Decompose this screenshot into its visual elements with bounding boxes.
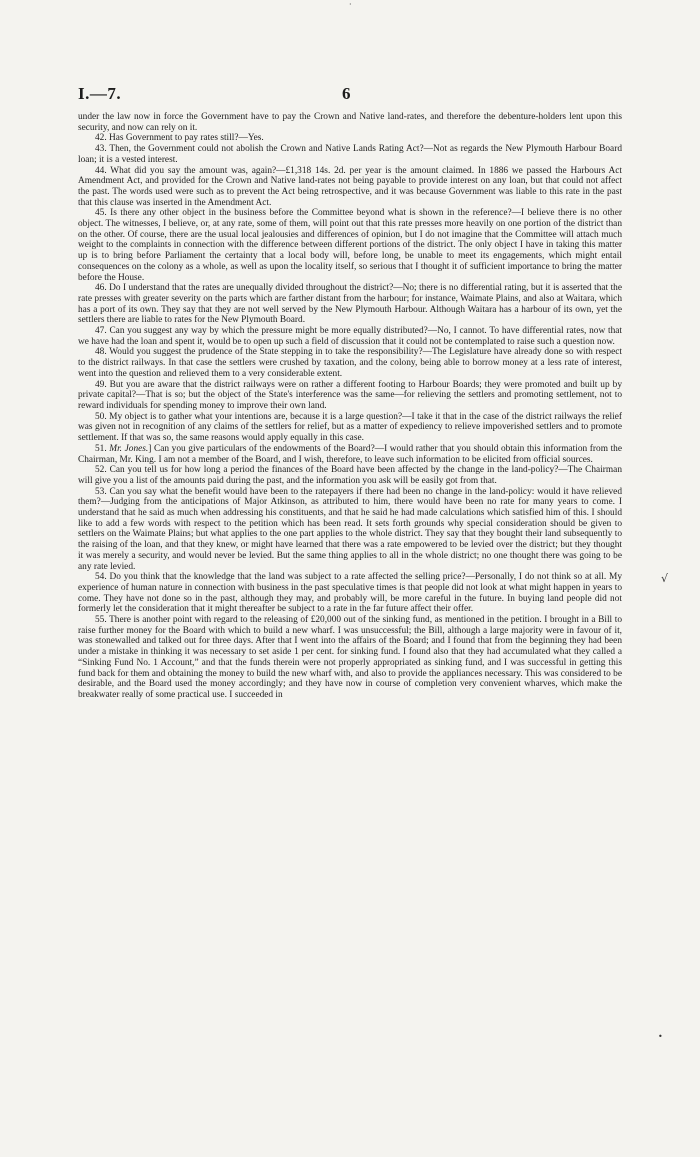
page-reference: I.—7. (78, 84, 122, 103)
document-body (78, 112, 622, 701)
paragraph-q53: 53. Can you say what the benefit would have been to the ratepayers if there had been no change in the land-policy: would it have relieved them?—Judging from the anticipations of Major Atkinson, as attributed to him, there would have been no rate for many years to come. I understand that he said as much when addressing his constituents, and that he said he had made calculations which satisfied him of this. I should like to add a few words with respect to the petition which has been read. It sets forth grounds why special consideration should be given to settlers on the Waimate Plains; but what applies to the one part applies to the whole district. They say that they bought their land subsequently to the raising of the loan, and that they knew, or might have learned that there was a rate empowered to be levied over the district; but they thought it was merely a security, and would never be levied. But the same thing applies to all in the whole district; no one thought there was going to be any rate levied. (78, 486, 622, 572)
margin-bullet-mark: • (658, 1032, 663, 1041)
paragraph-q48: 48. Would you suggest the prudence of the State stepping in to take the responsibility?—The Legislature have already done so with respect to the district railways. In that case the settlers were crushed by taxation, and the colony, being able to borrow money at a less rate of interest, went into the question and relieved them to a very considerable extent. (78, 347, 622, 379)
question-number: 51. (95, 443, 110, 454)
paragraph-q55: 55. There is another point with regard to the releasing of £20,000 out of the sinking fund, as mentioned in the petition. I brought in a Bill to raise further money for the Board with which to build a new wharf. I was unsuccessful; the Bill, although a large majority were in favour of it, was stonewalled and talked out for three days. After that I went into the affairs of the Board; and I found that from the beginning they had been under a mistake in thinking it was necessary to set aside 1 per cent. for sinking fund. I found also that they had accumulated what they called a “Sinking Fund No. 1 Account,” and that the funds therein were not properly appropriated as sinking fund, and I was successful in getting this fund back for them and obtaining the money to build the new wharf with, and also to provide the appliances necessary. This was considered to be desirable, and the Board used the money accordingly; and they have now in course of completion very convenient wharves, which make the breakwater really of some practical use. I succeeded in (78, 615, 622, 700)
paragraph-continuation: under the law now in force the Government have to pay the Crown and Native land-rates, and therefore the debenture-holders lent upon this security, and now can rely on it. (78, 112, 622, 133)
paragraph-q54: 54. Do you think that the knowledge that the land was subject to a rate affected the selling price?—Personally, I do not think so at all. My experience of human nature in connection with business in the past speculative times is that people did not look at what might happen in years to come. They have not done so in the past, although they may, and probably will, be more careful in the future. In buying land people did not formerly let the consideration that it might thereafter be subject to a rate in the far future affect their offer. (78, 572, 622, 615)
margin-check-mark: √ (661, 572, 669, 585)
paragraph-q52: 52. Can you tell us for how long a period the finances of the Board have been affected by the change in the land-policy?—The Chairman will give you a list of the amounts paid during the past, and the information you ask will be easily got from that. (78, 465, 622, 486)
paragraph-q49: 49. But you are aware that the district railways were on rather a different footing to Harbour Boards; they were promoted and built up by private capital?—That is so; but the object of the State's interference was the same—for relieving the settlers and promoting settlement, not to reward individuals for spending money to improve their own land. (78, 379, 622, 411)
paragraph-q47: 47. Can you suggest any way by which the pressure might be more equally distributed?—No, I cannot. To have differential rates, now that we have had the loan and spent it, would be to open up such a field of discussion that it could not be contemplated to raise such a question now. (78, 326, 622, 347)
paragraph-q43: 43. Then, the Government could not abolish the Crown and Native Lands Rating Act?—Not as regards the New Plymouth Harbour Board loan; it is a vested interest. (78, 144, 622, 165)
paragraph-q50: 50. My object is to gather what your intentions are, because it is a large question?—I take it that in the case of the district railways the relief was given not in recognition of any claims of the settlers for relief, but as a matter of expediency to relieve impoverished settlers and to promote settlement. If that was so, the same reasons would apply equally in this case. (78, 411, 622, 444)
paragraph-q44: 44. What did you say the amount was, again?—£1,318 14s. 2d. per year is the amount claimed. In 1886 we passed the Harbours Act Amendment Act, and provided for the Crown and Native land-rates not being payable to provide interest on any loan, but that could not affect the past. The words used were such as to prevent the Act being retrospective, and it was because Government was liable to this rate in the past that this clause was inserted in the Amendment Act. (78, 165, 622, 208)
page-number: 6 (342, 84, 351, 103)
speaker-name: Mr. Jones. (109, 443, 149, 454)
margin-dot-mark: · (349, 0, 352, 9)
paragraph-q51 (78, 444, 622, 465)
paragraph-q45: 45. Is there any other object in the business before the Committee beyond what is shown in the reference?—I believe there is no other object. The witnesses, I believe, or, at any rate, some of them, will point out that this rate presses more heavily on one portion of the district than on the other. Of course, there are the usual local jealousies and differences of opinion, but I do not imagine that the Committee will attach much weight to the complaints in connection with the difference between different portions of the district. The only object I have in taking this matter up is to bring before Parliament the certainty that a local body will, before long, be unable to meet its engagements, which might entail consequences on the colony as a whole, as well as upon the locality itself, so serious that I thought it of sufficient importance to bring the matter before the House. (78, 208, 622, 283)
paragraph-q51-text: ] Can you give particulars of the endowments of the Board?—I would rather that you should obtain this information from the Chairman, Mr. King. I am not a member of the Board, and I wish, therefore, to leave such information to be elicited from official sources. (78, 443, 622, 465)
paragraph-q42: 42. Has Government to pay rates still?—Yes. (95, 133, 264, 144)
paragraph-q46: 46. Do I understand that the rates are unequally divided throughout the district?—No; there is no differential rating, but it is asserted that the rate presses with greater severity on the parts which are farther distant from the harbour; for instance, Waimate Plains, and also at Waitara, which has a port of its own. They say that they are not well served by the New Plymouth Harbour. Although Waitara has a harbour of its own, yet the settlers there are liable to rates for the New Plymouth Board. (78, 283, 622, 326)
